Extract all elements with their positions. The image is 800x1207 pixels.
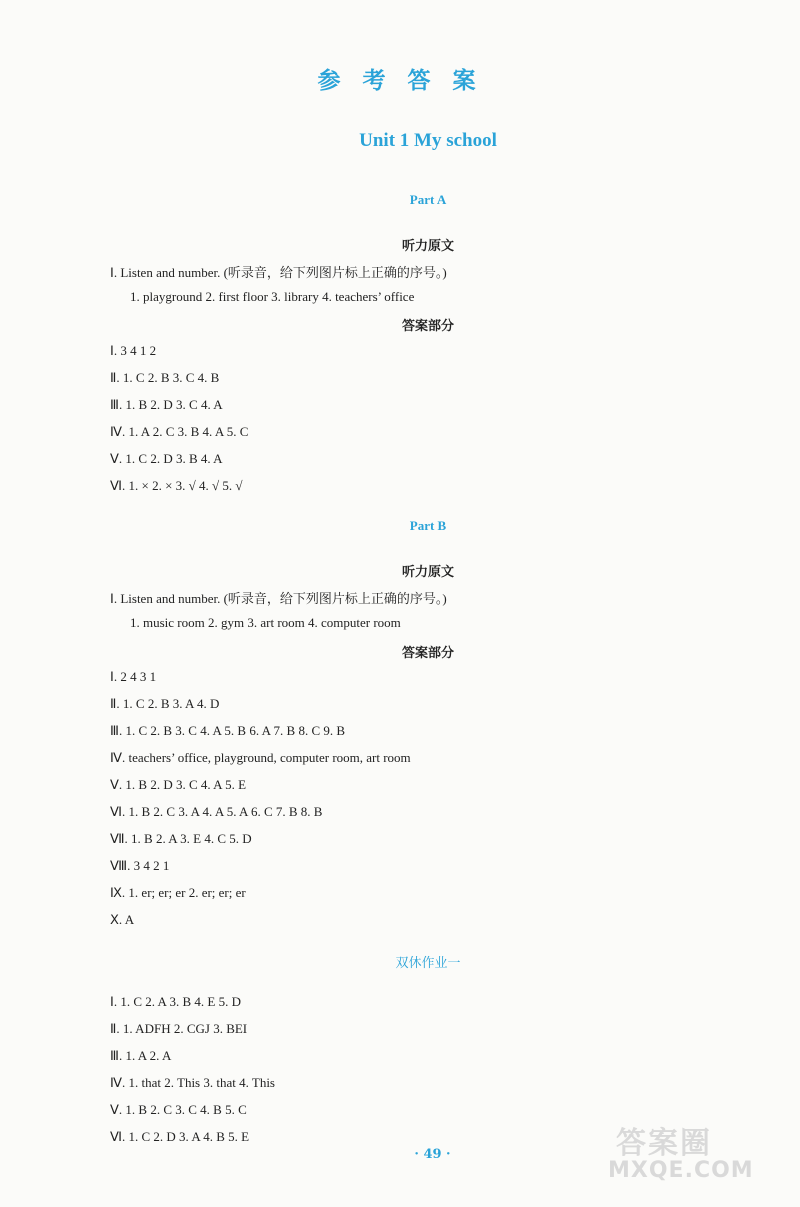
page-number: · 49 · <box>414 1147 451 1162</box>
answer-line: Ⅰ. 2 4 3 1 <box>110 669 157 684</box>
answer-line: Ⅶ. 1. B 2. A 3. E 4. C 5. D <box>110 831 252 846</box>
answer-line: Ⅳ. teachers’ office, playground, computer room, art room <box>110 750 411 765</box>
answer-line: Ⅴ. 1. B 2. D 3. C 4. A 5. E <box>110 777 247 792</box>
part-a-listening-heading: 听力原文 <box>401 239 454 254</box>
part-a-heading: Part A <box>409 192 447 207</box>
watermark-text-bottom: MXQE.COM <box>608 1158 754 1183</box>
homework-heading: 双休作业一 <box>395 956 461 971</box>
unit-heading: Unit 1 My school <box>359 130 497 151</box>
answer-line: Ⅱ. 1. ADFH 2. CGJ 3. BEI <box>110 1021 248 1036</box>
answer-line: Ⅹ. A <box>110 912 135 927</box>
part-a-question-1: Ⅰ. Listen and number. (听录音，给下列图片标上正确的序号。) <box>110 265 447 280</box>
watermark-logo <box>608 1118 778 1190</box>
part-a-answers-heading: 答案部分 <box>401 319 454 334</box>
answer-line: Ⅰ. 3 4 1 2 <box>110 343 157 358</box>
part-a-question-1-items: 1. playground 2. first floor 3. library 4. teachers’ office <box>130 289 415 304</box>
answer-line: Ⅵ. 1. B 2. C 3. A 4. A 5. A 6. C 7. B 8. B <box>110 804 323 819</box>
page-title: 参 考 答 案 <box>317 67 483 94</box>
answer-line: Ⅴ. 1. C 2. D 3. B 4. A <box>110 451 223 466</box>
answer-line: Ⅷ. 3 4 2 1 <box>110 858 170 873</box>
answer-line: Ⅴ. 1. B 2. C 3. C 4. B 5. C <box>110 1102 247 1117</box>
part-b-answers-heading: 答案部分 <box>401 646 454 661</box>
answer-line: Ⅵ. 1. C 2. D 3. A 4. B 5. E <box>110 1129 250 1144</box>
part-b-question-1: Ⅰ. Listen and number. (听录音，给下列图片标上正确的序号。) <box>110 591 447 606</box>
answer-line: Ⅲ. 1. C 2. B 3. C 4. A 5. B 6. A 7. B 8. C 9. B <box>110 723 346 738</box>
answer-line: Ⅸ. 1. er; er; er 2. er; er; er <box>110 885 246 900</box>
answer-line: Ⅳ. 1. that 2. This 3. that 4. This <box>110 1075 275 1090</box>
answer-line: Ⅵ. 1. × 2. × 3. √ 4. √ 5. √ <box>110 478 243 493</box>
part-b-question-1-items: 1. music room 2. gym 3. art room 4. computer room <box>130 615 401 630</box>
answer-line: Ⅰ. 1. C 2. A 3. B 4. E 5. D <box>110 994 241 1009</box>
part-b-listening-heading: 听力原文 <box>401 565 454 580</box>
answer-line: Ⅳ. 1. A 2. C 3. B 4. A 5. C <box>110 424 249 439</box>
answer-line: Ⅲ. 1. A 2. A <box>110 1048 172 1063</box>
watermark-text-top: 答案圈 <box>616 1126 712 1161</box>
answer-line: Ⅲ. 1. B 2. D 3. C 4. A <box>110 397 223 412</box>
part-b-heading: Part B <box>409 518 447 533</box>
answer-line: Ⅱ. 1. C 2. B 3. C 4. B <box>110 370 220 385</box>
answer-line: Ⅱ. 1. C 2. B 3. A 4. D <box>110 696 220 711</box>
